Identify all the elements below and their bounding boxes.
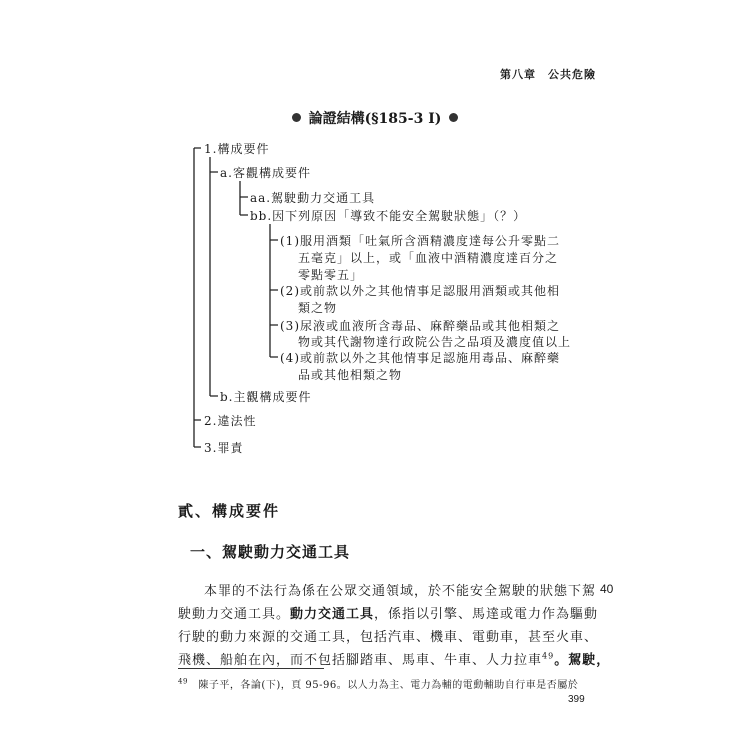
tree-item-illegality: 2.違法性 (204, 414, 257, 428)
chapter-header: 第八章 公共危險 (500, 68, 596, 81)
tree-item-driving: aa.駕駛動力交通工具 (250, 191, 376, 205)
footnote (178, 676, 578, 691)
tree-item-unsafe-state: bb.因下列原因「導致不能安全駕駛狀態」（？） (250, 209, 527, 223)
tree-item-cond2-cont: 類之物 (298, 301, 338, 315)
tree-item-cond4-cont: 品或其他相類之物 (298, 368, 403, 382)
tree-item-cond3-cont: 物或其代謝物達行政院公告之品項及濃度值以上 (298, 335, 572, 349)
subsection-heading: 一、駕駛動力交通工具 (190, 543, 351, 561)
body-text: 飛機、船舶在內，而不包括腳踏車、馬車、牛車、人力拉車 (178, 653, 543, 668)
body-line-2 (178, 603, 598, 622)
page-number: 399 (568, 694, 585, 705)
tree-item-cond3: (3)尿液或血液所含毒品、麻醉藥品或其他相類之 (280, 319, 560, 333)
bold-term: 。駕駛， (554, 653, 611, 668)
bold-term: 動力交通工具 (290, 607, 375, 622)
body-line-1: 本罪的不法行為係在公眾交通領域，於不能安全駕駛的狀態下駕 (204, 584, 597, 599)
margin-number: 40 (600, 582, 614, 596)
section-heading: 貳、構成要件 (178, 502, 281, 520)
structure-title: 論證結構(§185-3 I) (308, 111, 442, 127)
tree-item-cond1: (1)服用酒類「吐氣所含酒精濃度達每公升零點二 (280, 234, 560, 248)
tree-item-subjective: b.主觀構成要件 (220, 390, 312, 404)
tree-item-objective: a.客觀構成要件 (220, 166, 311, 180)
body-line-3: 行駛的動力來源的交通工具，包括汽車、機車、電動車，甚至火車、 (178, 630, 599, 645)
footnote-ref[interactable]: 49 (542, 651, 555, 661)
body-text: ，係指以引擎、馬達或電力作為驅動 (374, 607, 599, 622)
body-text: 駛動力交通工具。 (178, 607, 291, 622)
tree-item-cond1-cont: 零點零五」 (298, 268, 364, 282)
body-line-4 (178, 649, 610, 668)
footnote-number: 49 (178, 677, 188, 686)
footnote-text: 陳子平，各論(下)，頁 95-96。以人力為主、電力為輔的電動輔助自行車是否屬於 (198, 680, 579, 691)
tree-item-cond1-cont: 五毫克」以上，或「血液中酒精濃度達百分之 (298, 251, 559, 265)
tree-item-cond2: (2)或前款以外之其他情事足認服用酒類或其他相 (280, 284, 560, 298)
tree-item-cond4: (4)或前款以外之其他情事足認施用毒品、麻醉藥 (280, 351, 560, 365)
footnote-divider (178, 668, 324, 669)
tree-item-culpability: 3.罪責 (204, 441, 244, 455)
tree-item-elements: 1.構成要件 (204, 142, 270, 156)
